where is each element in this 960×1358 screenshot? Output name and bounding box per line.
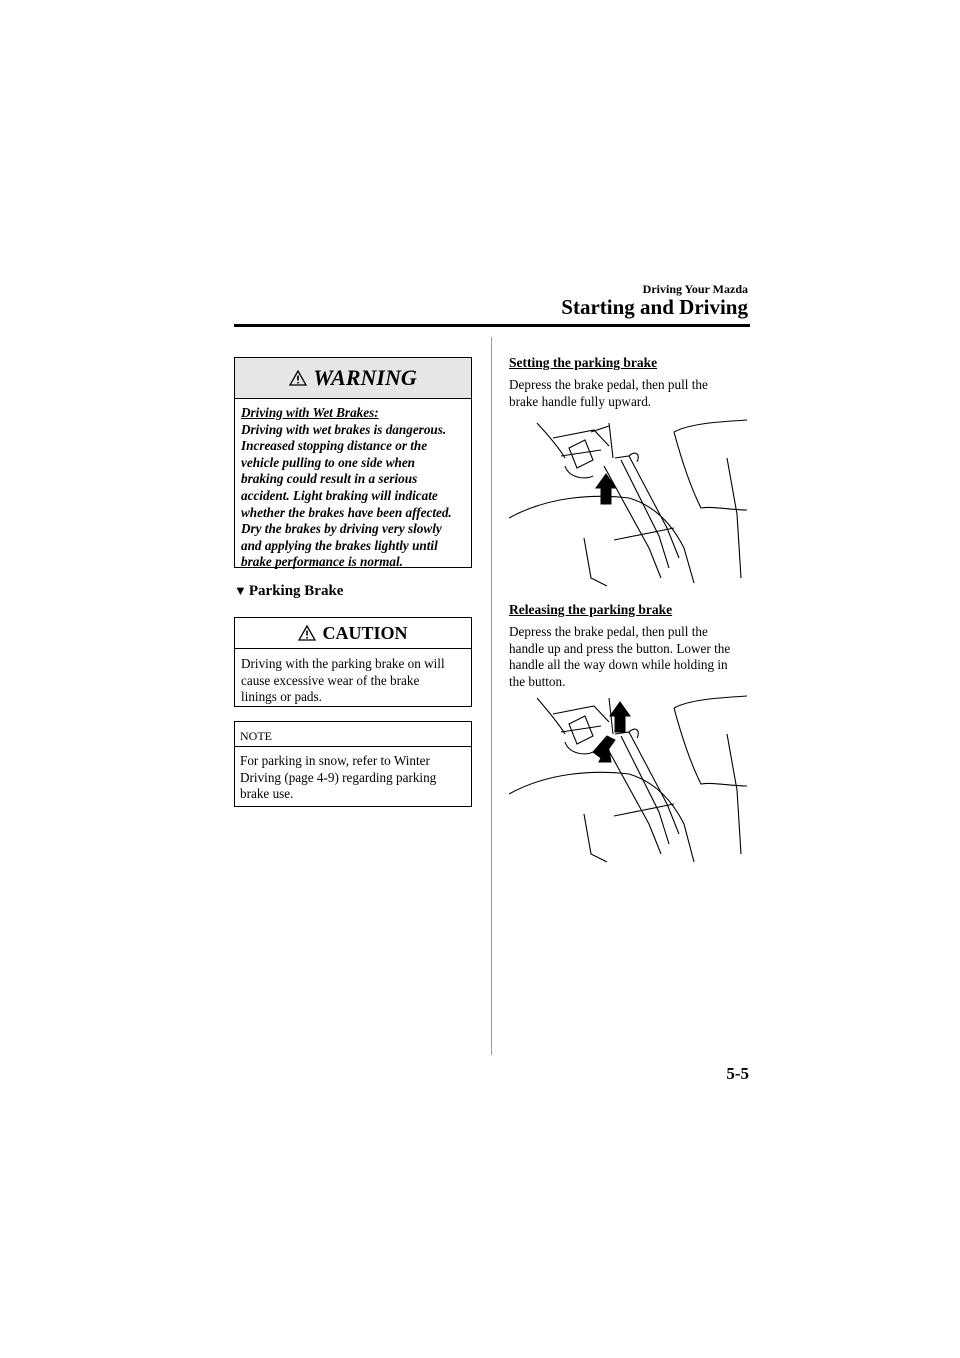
setting-text: [509, 377, 749, 410]
note-body: [235, 747, 471, 809]
warning-triangle-icon: [289, 370, 307, 386]
warning-line: and applying the brakes lightly until: [241, 537, 438, 553]
warning-line: vehicle pulling to one side when: [241, 454, 416, 470]
setting-parking-brake-illustration: [509, 418, 749, 593]
page-number: 5-5: [726, 1064, 749, 1083]
caution-line: linings or pads.: [241, 689, 322, 705]
releasing-line: handle up and press the button. Lower the: [509, 640, 731, 656]
setting-line: brake handle fully upward.: [509, 393, 652, 409]
releasing-parking-brake-illustration: [509, 692, 749, 870]
releasing-text: [509, 624, 754, 690]
releasing-heading: Releasing the parking brake: [509, 602, 673, 617]
parking-brake-heading-text: Parking Brake: [248, 583, 344, 599]
warning-line: accident. Light braking will indicate: [241, 487, 438, 503]
releasing-line: Depress the brake pedal, then pull the: [509, 624, 708, 639]
releasing-line: the button.: [509, 673, 566, 689]
warning-box: [234, 357, 472, 568]
note-box: [234, 721, 472, 807]
warning-line: Driving with wet brakes is dangerous.: [241, 421, 447, 437]
warning-header: [235, 358, 471, 399]
section-marker-icon: ▼: [234, 583, 247, 598]
chapter-title: Driving Your Mazda: [642, 282, 748, 296]
note-title: NOTE: [235, 722, 471, 747]
warning-line: braking could result in a serious: [241, 471, 418, 487]
caution-title: CAUTION: [322, 622, 408, 643]
column-divider: [491, 337, 492, 1055]
caution-header: [235, 618, 471, 649]
parking-brake-heading: [234, 583, 343, 600]
note-line: brake use.: [240, 786, 294, 802]
warning-body: [235, 399, 471, 571]
caution-body: [235, 649, 471, 713]
warning-line: Increased stopping distance or the: [241, 438, 428, 454]
warning-line: Dry the brakes by driving very slowly: [241, 521, 442, 537]
section-title: Starting and Driving: [561, 295, 748, 319]
caution-line: Driving with the parking brake on will: [241, 656, 445, 671]
warning-line: whether the brakes have been affected.: [241, 504, 452, 520]
warning-heading: Driving with Wet Brakes:: [241, 405, 379, 420]
caution-triangle-icon: [298, 625, 316, 641]
warning-title: WARNING: [313, 365, 417, 390]
caution-line: cause excessive wear of the brake: [241, 672, 420, 688]
releasing-line: handle all the way down while holding in: [509, 657, 728, 673]
warning-line: brake performance is normal.: [241, 554, 403, 570]
note-line: For parking in snow, refer to Winter: [240, 753, 430, 768]
setting-heading: Setting the parking brake: [509, 355, 658, 370]
header-rule: [234, 324, 750, 327]
setting-line: Depress the brake pedal, then pull the: [509, 377, 708, 392]
note-line: Driving (page 4-9) regarding parking: [240, 769, 437, 785]
caution-box: [234, 617, 472, 707]
